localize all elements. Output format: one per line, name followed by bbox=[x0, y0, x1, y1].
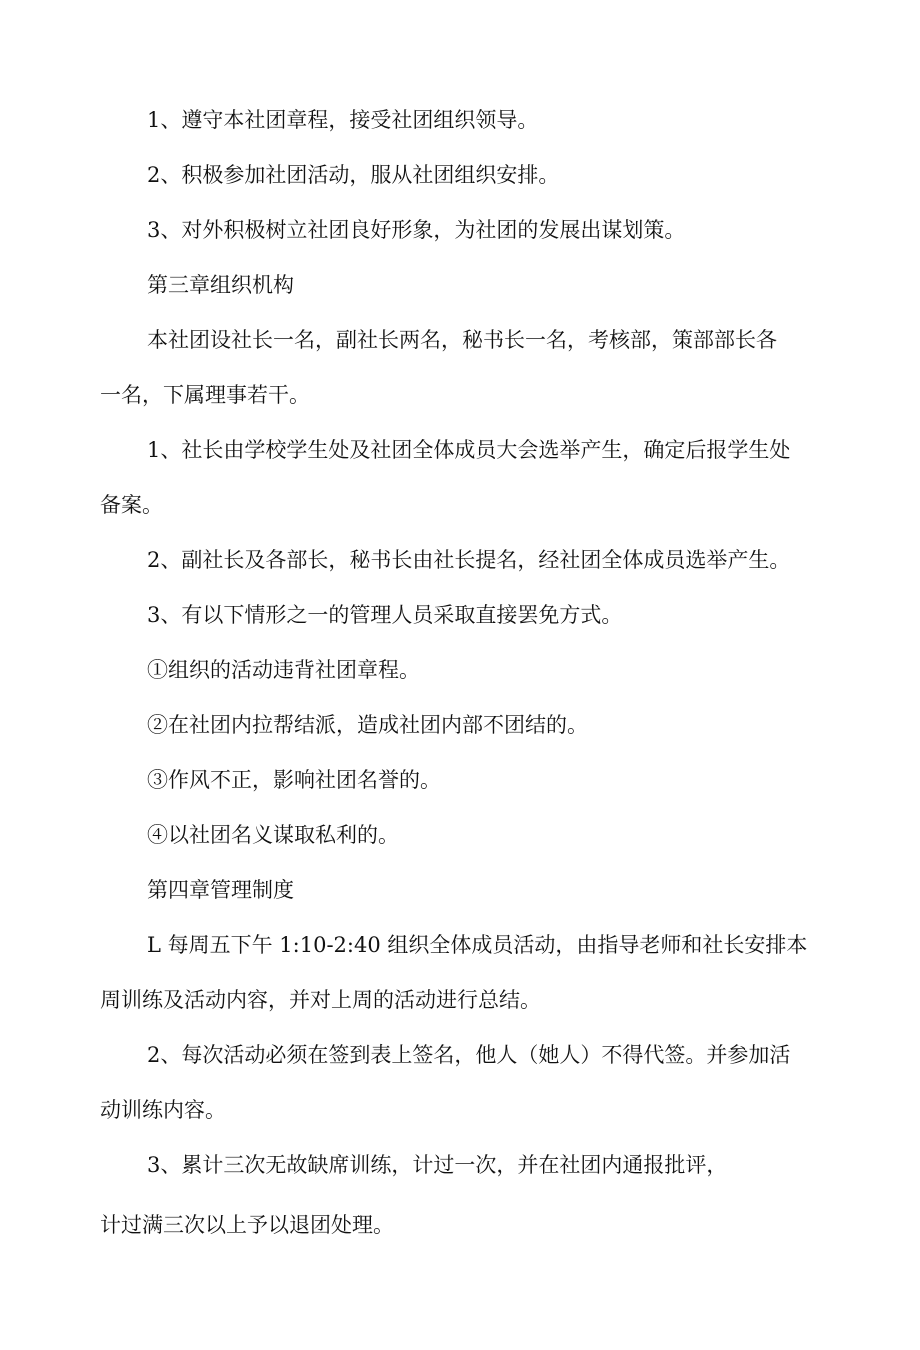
dismissal-item-4: ④以社团名义谋取私利的。 bbox=[147, 823, 399, 847]
management-rule-2-line-1: 2、每次活动必须在签到表上签名，他人（她人）不得代签。并参加活 bbox=[147, 1043, 791, 1067]
organization-paragraph-line-2: 一名，下属理事若干。 bbox=[100, 383, 310, 407]
dismissal-item-1: ①组织的活动违背社团章程。 bbox=[147, 658, 420, 682]
org-rule-2: 2、副社长及各部长，秘书长由社长提名，经社团全体成员选举产生。 bbox=[147, 548, 791, 572]
member-duty-1: 1、遵守本社团章程，接受社团组织领导。 bbox=[147, 108, 539, 132]
management-rule-1-line-2: 周训练及活动内容，并对上周的活动进行总结。 bbox=[100, 988, 541, 1012]
management-rule-2-line-2: 动训练内容。 bbox=[100, 1098, 226, 1122]
management-rule-3-line-2: 计过满三次以上予以退团处理。 bbox=[100, 1213, 394, 1237]
org-rule-3: 3、有以下情形之一的管理人员采取直接罢免方式。 bbox=[147, 603, 623, 627]
management-rule-3-line-1: 3、累计三次无故缺席训练，计过一次，并在社团内通报批评， bbox=[147, 1153, 728, 1177]
dismissal-item-3: ③作风不正，影响社团名誉的。 bbox=[147, 768, 441, 792]
dismissal-item-2: ②在社团内拉帮结派，造成社团内部不团结的。 bbox=[147, 713, 588, 737]
member-duty-3: 3、对外积极树立社团良好形象，为社团的发展出谋划策。 bbox=[147, 218, 686, 242]
chapter-4-heading: 第四章管理制度 bbox=[147, 878, 294, 902]
chapter-3-heading: 第三章组织机构 bbox=[147, 273, 294, 297]
member-duty-2: 2、积极参加社团活动，服从社团组织安排。 bbox=[147, 163, 560, 187]
organization-paragraph-line-1: 本社团设社长一名，副社长两名，秘书长一名，考核部，策部部长各 bbox=[147, 328, 777, 352]
org-rule-1-line-2: 备案。 bbox=[100, 493, 163, 517]
management-rule-1-line-1: L 每周五下午 1:10-2:40 组织全体成员活动，由指导老师和社长安排本 bbox=[147, 933, 808, 957]
org-rule-1-line-1: 1、社长由学校学生处及社团全体成员大会选举产生，确定后报学生处 bbox=[147, 438, 791, 462]
